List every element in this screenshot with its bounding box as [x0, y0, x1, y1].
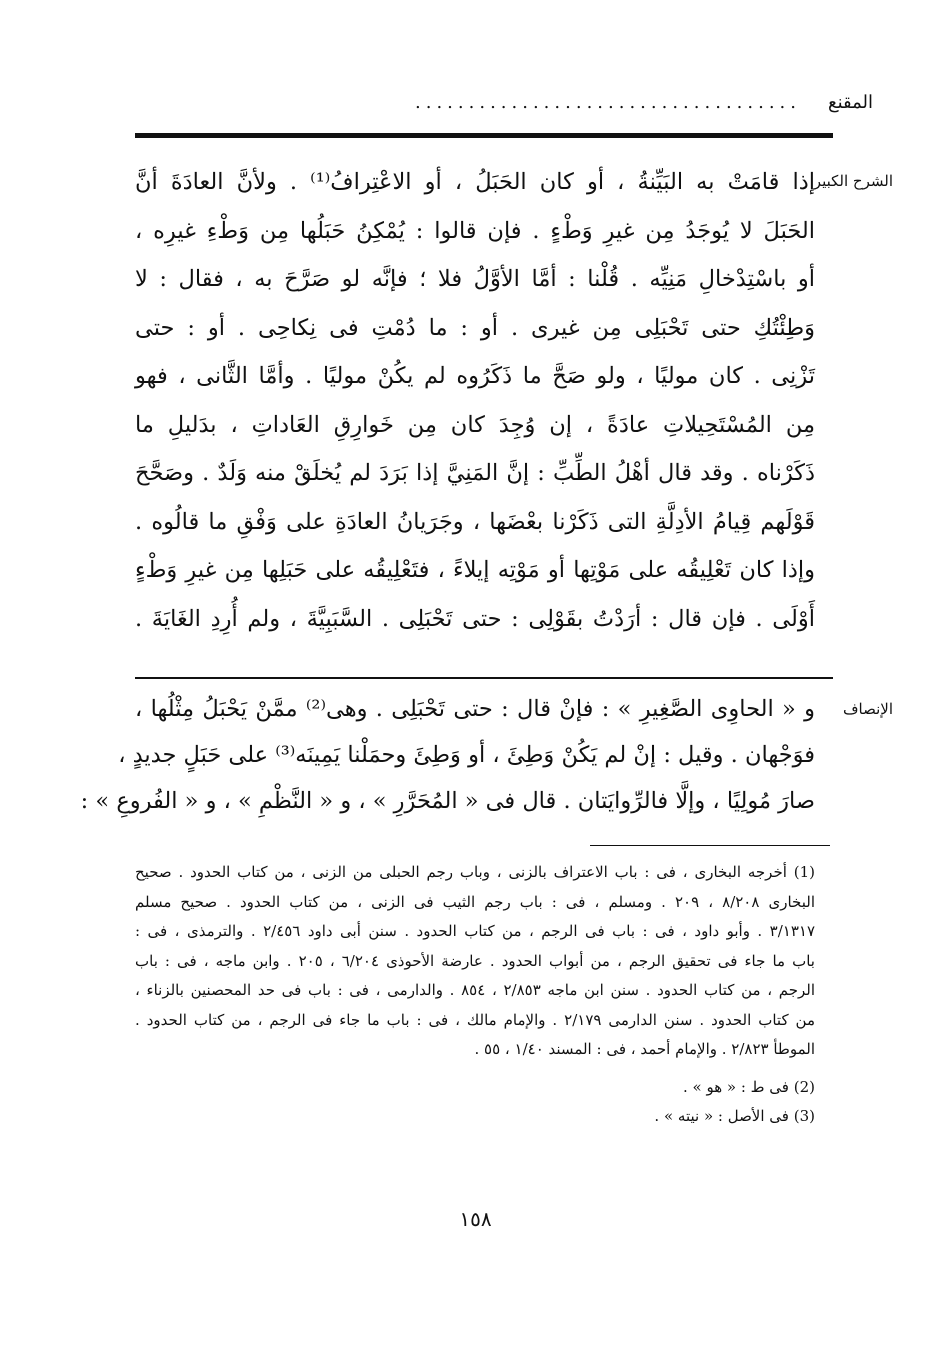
text-line: فوَجْهان . وقيل : إنْ لم يَكُنْ وَطِئَ ، أو وَطِئَ وحمَلْنا يَمِينَه⁽³⁾ على حَبَلٍ جديدٍ ،	[118, 742, 815, 768]
text-line: وَطِئْتُكِ حتى تَحْبَلِى مِن غيرى . أو : ما دُمْتِ فى نِكاحِى . أو : حتى	[135, 314, 815, 341]
text-line: ذَكَرْناه . وقد قال أهْلُ الطِّبِّ : إنَّ المَنِيَّ إذا بَرَدَ لم يُخلَقْ منه وَلَدٌ . وصَحَّحَ	[135, 460, 815, 486]
footnote-line: الموطأ ٢/٨٢٣ . والإمام أحمد ، فى : المسند ١/٤٠ ، ٥٥ .	[474, 1040, 815, 1058]
text-line: مِن المُسْتَحِيلاتِ عادَةً ، إن وُجِدَ كان مِن خَوارِقِ العَاداتِ ، بدَليلِ ما	[135, 411, 815, 438]
text-line: أو باسْتِدْخالِ مَنِيِّه . قُلْنا : أمَّا الأوَّلُ فلا ؛ فإنَّه لو صَرَّحَ به ، فقال : لا	[135, 266, 815, 292]
page-number: ١٥٨	[459, 1207, 492, 1231]
header-rule	[135, 133, 833, 138]
text-line: الحَبَلَ لا يُوجَدُ مِن غيرِ وَطْءٍ . فإن قالوا : يُمْكِنُ حَبَلُها مِن وَطْءِ غيرِه ،	[135, 217, 815, 244]
text-line: تَزْنِى . كان موليًا ، ولو صَحَّ ما ذَكَرُوه لم يكُنْ موليًا . وأمَّا الثَّانى ، فهو	[135, 363, 815, 389]
text-line: إذا قامَتْ به البَيِّنةُ ، أو كان الحَبَلُ ، أو الاعْتِرافُ⁽¹⁾ . ولأنَّ العادَةَ أنَّ	[135, 169, 815, 195]
insaf-text-block	[80, 686, 815, 824]
text-line: أَوْلَى . فإن قال : أرَدْتُ بقَوْلِى : حتى تَحْبَلِى . السَّبَبِيَّةَ ، ولم أُرِدِ الغَايَةَ .	[135, 605, 815, 632]
section-divider	[135, 677, 833, 679]
main-text-block	[135, 158, 815, 643]
section-label-sharh: الشرح الكبير	[813, 172, 893, 190]
footnote-line: (1) أخرجه البخارى ، فى : باب الاعتراف بالزنى ، وباب رجم الحبلى من الزنى ، من كتاب الحدود . صحيح	[135, 863, 815, 881]
footnotes	[135, 858, 815, 1132]
text-line: و « الحاوِى الصَّغِيرِ » : فإنْ قال : حتى تَحْبَلِى . وهى⁽²⁾ ممَّنْ يَحْبَلُ مِثْلُها ،	[135, 696, 815, 722]
footnote-2: (2) فى ط : « هو » .	[682, 1077, 815, 1096]
footnote-line: الرجم ، من كتاب الحدود . سنن ابن ماجه ٢/٨٥٣ ، ٨٥٤ . والدارمى ، فى : باب فى حد المحصنين بالزناء ،	[135, 981, 815, 999]
footnote-line: البخارى ٨/٢٠٨ ، ٢٠٩ . ومسلم ، فى : باب رجم الثيب فى الزنى ، من كتاب الحدود . صحيح مسلم	[135, 892, 815, 911]
section-label-insaf: الإنصاف	[842, 700, 893, 718]
text-line: قَوْلَهم قِيامُ الأدِلَّةِ التى ذَكَرْنا بعْضَها ، وجَرَيانُ العادَةِ على وَفْقِ ما قالُوه .	[135, 508, 815, 535]
text-line: وإذا كان تَعْلِيقُه على مَوْتِها أو مَوْتِه إيلاءً ، فتَعْلِيقُه على حَبَلِها مِن غيرِ وَطْءٍ	[135, 557, 815, 583]
header-dot-leader: ....................................	[415, 92, 801, 113]
footnote-3: (3) فى الأصل : « نيته » .	[654, 1107, 815, 1125]
footnote-rule	[590, 845, 830, 846]
text-line: صارَ مُولِيًا ، وإلَّا فالرِّوايَتان . قال فى « المُحَرَّرِ » ، و « النَّظْمِ » ، و « الفُروعِ » :	[80, 788, 815, 814]
footnote-line: ٣/١٣١٧ . وأبو داود ، فى : باب فى الرجم ، من كتاب الحدود . سنن أبى داود ٢/٤٥٦ . والترمذى ، فى :	[135, 922, 816, 940]
running-header-title: المقنع	[827, 92, 873, 113]
footnote-line: باب ما جاء فى تحقيق الرجم ، من أبواب الحدود . عارضة الأحوذى ٦/٢٠٤ ، ٢٠٥ . وابن ماجه ، فى : باب	[135, 951, 815, 970]
footnote-line: من كتاب الحدود . سنن الدارمى ٢/١٧٩ . والإمام مالك ، فى : باب ما جاء فى الرجم ، من كتاب الحدود .	[135, 1010, 816, 1029]
